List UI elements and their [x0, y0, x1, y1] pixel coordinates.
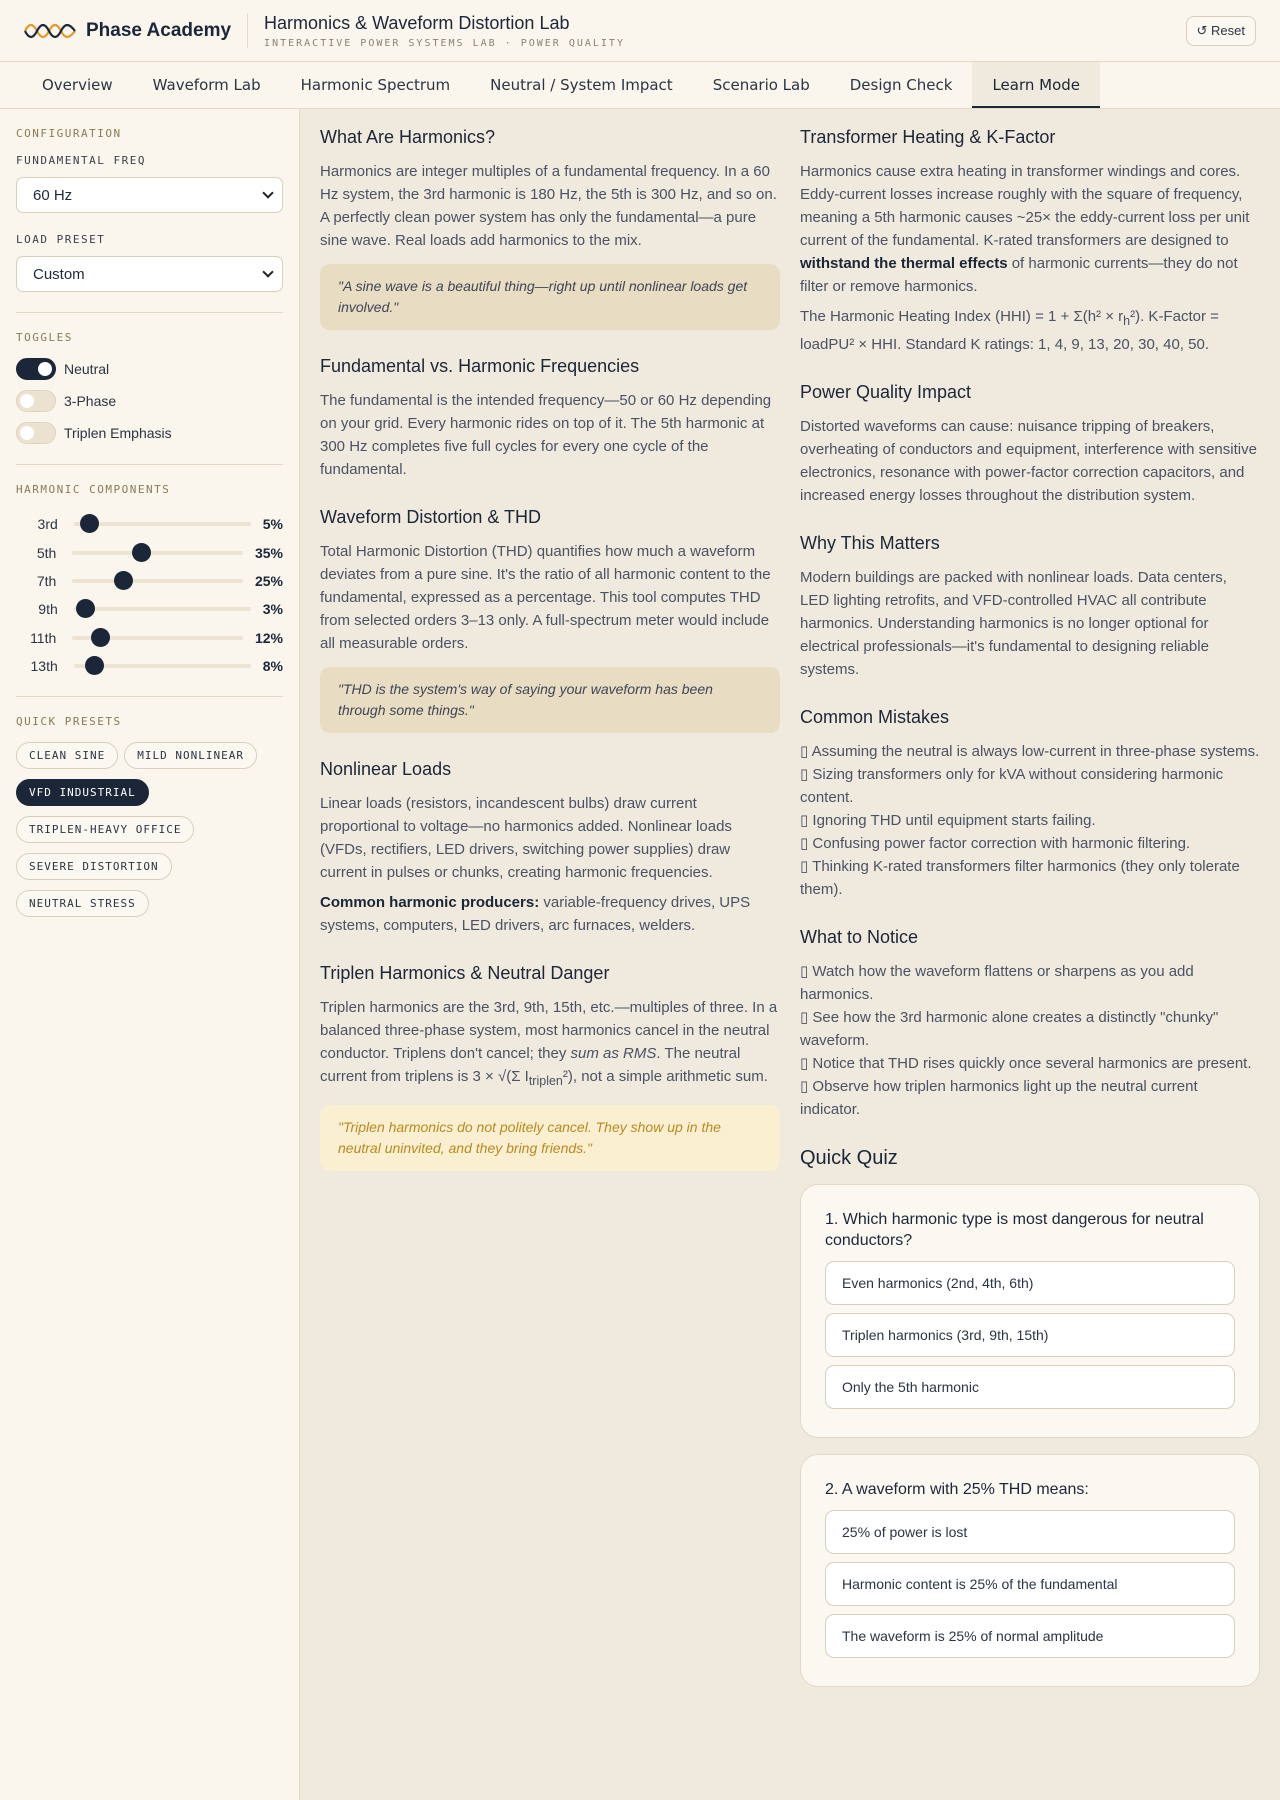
quick-presets	[16, 742, 284, 917]
reset-button[interactable]: ↺ Reset	[1186, 16, 1256, 46]
section-triplen	[320, 963, 780, 1171]
harmonic-sliders	[16, 510, 283, 680]
harmonic-slider[interactable]	[74, 664, 251, 668]
toggle-neutral[interactable]	[16, 358, 283, 380]
tab-harmonic-spectrum[interactable]: Harmonic Spectrum	[300, 76, 451, 94]
section-heading: Nonlinear Loads	[320, 759, 452, 779]
toggle-triplen-emphasis[interactable]	[16, 422, 283, 444]
slider-thumb[interactable]	[91, 628, 110, 647]
list-item: ▯ See how the 3rd harmonic alone creates a distinctly "chunky" waveform.	[800, 1009, 1219, 1049]
harmonic-row-5th	[16, 538, 283, 566]
harmonic-row-11th	[16, 624, 283, 652]
fundamental-freq-value: 60 Hz	[33, 186, 73, 204]
subscript: h	[1123, 314, 1131, 328]
harmonic-order-label: 13th	[30, 658, 58, 675]
section-body	[320, 996, 780, 1093]
quick-presets-label: QUICK PRESETS	[16, 715, 122, 729]
body-text: ²), not a simple arithmetic sum.	[562, 1068, 768, 1085]
body-text: ²). K-Factor = loadPU² × HHI. Standard K ratings: 1, 4, 9, 13, 20, 30, 40, 50.	[800, 308, 1219, 353]
preset-triplen-heavy-office[interactable]: TRIPLEN-HEAVY OFFICE	[16, 816, 194, 843]
section-body: Linear loads (resistors, incandescent bulbs) draw current proportional to voltage—no harmonics added. Nonlinear loads (VFDs, rectifiers, LED drivers, switching power supplies) draw current in pulses or chunks, creating harmonic frequencies.	[320, 795, 732, 881]
harmonic-row-3rd	[16, 510, 283, 538]
toggle-label: 3-Phase	[64, 393, 117, 409]
harmonic-row-7th	[16, 567, 283, 595]
slider-thumb[interactable]	[76, 599, 95, 618]
harmonic-value: 3%	[262, 601, 283, 618]
section-fundamental	[320, 356, 780, 481]
page-subtitle: INTERACTIVE POWER SYSTEMS LAB · POWER QUALITY	[264, 37, 625, 49]
toggles-label: TOGGLES	[16, 331, 73, 344]
harmonic-slider[interactable]	[74, 522, 251, 526]
body-text: . The neutral current from triplens is 3 × √(Σ I	[320, 1045, 741, 1085]
tab-scenario-lab[interactable]: Scenario Lab	[712, 76, 810, 94]
section-what-to-notice	[800, 927, 1260, 1121]
page-title: Harmonics & Waveform Distortion Lab	[264, 12, 570, 33]
section-heading: Why This Matters	[800, 533, 940, 553]
quiz-question: 1. Which harmonic type is most dangerous for neutral conductors?	[825, 1211, 1204, 1249]
quiz-option[interactable]: 25% of power is lost	[825, 1510, 1235, 1554]
brand-name: Phase Academy	[86, 19, 232, 41]
section-heading: Fundamental vs. Harmonic Frequencies	[320, 356, 640, 376]
fundamental-freq-label: FUNDAMENTAL FREQ	[16, 154, 146, 167]
subscript: triplen	[528, 1074, 563, 1088]
list-item: ▯ Ignoring THD until equipment starts failing.	[800, 812, 1096, 829]
list-item: ▯ Assuming the neutral is always low-current in three-phase systems.	[800, 743, 1260, 760]
section-heading: Triplen Harmonics & Neutral Danger	[320, 963, 610, 983]
section-heading: What Are Harmonics?	[320, 127, 496, 147]
section-body: Harmonics are integer multiples of a fundamental frequency. In a 60 Hz system, the 3rd harmonic is 180 Hz, the 5th is 300 Hz, and so on. A perfectly clean power system has only the fundamental—a pure sine wave. Real loads add harmonics to the mix.	[320, 163, 777, 249]
list-item: ▯ Confusing power factor correction with harmonic filtering.	[800, 835, 1191, 852]
section-thd	[320, 507, 780, 733]
formula-text	[800, 305, 1260, 356]
toggle-switch[interactable]	[16, 358, 56, 380]
harmonic-order-label: 3rd	[37, 516, 58, 533]
preset-clean-sine[interactable]: CLEAN SINE	[16, 742, 118, 769]
tab-design-check[interactable]: Design Check	[849, 76, 953, 94]
quiz-question: 2. A waveform with 25% THD means:	[825, 1481, 1089, 1498]
quiz-option[interactable]: Harmonic content is 25% of the fundamental	[825, 1562, 1235, 1606]
harmonic-slider[interactable]	[74, 607, 251, 611]
toggle-label: Triplen Emphasis	[64, 425, 172, 441]
producers-text: variable-frequency drives, UPS systems, computers, LED drivers, arc furnaces, welders.	[320, 894, 751, 934]
list-item: ▯ Observe how triplen harmonics light up the neutral current indicator.	[800, 1078, 1198, 1118]
tab-learn-mode[interactable]: Learn Mode	[972, 62, 1100, 108]
quiz-card	[800, 1184, 1260, 1438]
tab-neutral-system-impact[interactable]: Neutral / System Impact	[490, 76, 673, 94]
quote-callout-warning: "Triplen harmonics do not politely cancel. They show up in the neutral uninvited, and they bring friends."	[320, 1105, 780, 1171]
harmonic-value: 25%	[254, 572, 283, 589]
section-heading: Common Mistakes	[800, 707, 950, 727]
toggle-label: Neutral	[64, 361, 110, 377]
slider-thumb[interactable]	[114, 571, 133, 590]
list-item: ▯ Thinking K-rated transformers filter harmonics (they only tolerate them).	[800, 858, 1240, 898]
harmonic-value: 5%	[262, 516, 283, 533]
chevron-down-icon	[262, 187, 273, 198]
producers-line	[320, 891, 780, 937]
body-text: Harmonics cause extra heating in transformer windings and cores. Eddy-current losses increase roughly with the square of frequency, meaning a 5th harmonic causes ~25× the eddy-current loss per unit current of the fundamental. K-rated transformers are designed to	[800, 163, 1250, 249]
body-bold: withstand the thermal effects	[800, 255, 1008, 272]
harmonic-slider[interactable]	[72, 551, 243, 555]
section-quick-quiz	[800, 1147, 1260, 1687]
quote-callout: "A sine wave is a beautiful thing—right up until nonlinear loads get involved."	[320, 264, 780, 330]
sidebar	[0, 109, 300, 1800]
section-why-this-matters	[800, 533, 1260, 681]
section-body: Distorted waveforms can cause: nuisance tripping of breakers, overheating of conductors and equipment, interference with sensitive electronics, resonance with power-factor correction capacitors, and increased energy losses throughout the distribution system.	[800, 418, 1257, 504]
load-preset-label: LOAD PRESET	[16, 233, 106, 246]
harmonic-order-label: 5th	[36, 544, 57, 561]
harmonic-slider[interactable]	[72, 579, 243, 583]
body-text: The Harmonic Heating Index (HHI) = 1 + Σ(h² × r	[800, 308, 1124, 325]
section-body: Total Harmonic Distortion (THD) quantifies how much a waveform deviates from a pure sine. It's the ratio of all harmonic content to the fundamental, expressed as a percentage. This tool computes THD from selected orders 3–13 only. A full-spectrum meter would include all measurable orders.	[320, 543, 771, 652]
section-body: Modern buildings are packed with nonlinear loads. Data centers, LED lighting retrofits, and VFD-controlled HVAC all contribute harmonics. Understanding harmonics is no longer optional for electrical professionals—it's fundamental to designing reliable systems.	[800, 569, 1227, 678]
tab-waveform-lab[interactable]: Waveform Lab	[152, 76, 261, 94]
section-what-are-harmonics	[320, 127, 780, 330]
quiz-heading: Quick Quiz	[800, 1147, 898, 1169]
fundamental-freq-select[interactable]	[16, 177, 283, 213]
list-item: ▯ Watch how the waveform flattens or sharpens as you add harmonics.	[800, 963, 1194, 1003]
configuration-label: CONFIGURATION	[16, 127, 122, 140]
tab-overview[interactable]: Overview	[42, 76, 113, 94]
section-common-mistakes	[800, 707, 1260, 901]
section-heading: Power Quality Impact	[800, 382, 972, 402]
body-text: of harmonic currents—they do not filter or remove harmonics.	[800, 255, 1238, 295]
harmonic-value: 12%	[254, 629, 283, 646]
header-titles	[248, 13, 625, 49]
quiz-option[interactable]: The waveform is 25% of normal amplitude	[825, 1614, 1235, 1658]
toggle-switch[interactable]	[16, 422, 56, 444]
quiz-option[interactable]: Triplen harmonics (3rd, 9th, 15th)	[825, 1313, 1235, 1357]
harmonic-row-13th	[16, 652, 283, 680]
section-body: The fundamental is the intended frequency—50 or 60 Hz depending on your grid. Every harmonic rides on top of it. The 5th harmonic at 300 Hz completes five full cycles for every one cycle of the fundamental.	[320, 392, 772, 478]
load-preset-value: Custom	[33, 265, 85, 283]
harmonic-value: 35%	[254, 544, 283, 561]
load-preset-select[interactable]	[16, 256, 283, 292]
body-emphasis: sum as RMS	[570, 1045, 657, 1062]
section-nonlinear-loads	[320, 759, 780, 937]
preset-severe-distortion[interactable]: SEVERE DISTORTION	[16, 853, 172, 880]
preset-vfd-industrial[interactable]: VFD INDUSTRIAL	[16, 779, 149, 806]
app-header	[0, 0, 1280, 62]
chevron-down-icon	[262, 266, 273, 277]
section-transformer	[800, 127, 1260, 356]
quote-callout: "THD is the system's way of saying your waveform has been through some things."	[320, 667, 780, 733]
slider-thumb[interactable]	[85, 656, 104, 675]
content-column-left	[320, 127, 780, 1171]
harmonic-row-9th	[16, 595, 283, 623]
harmonic-order-label: 11th	[30, 629, 57, 646]
tab-bar	[0, 62, 1280, 109]
section-power-quality	[800, 382, 1260, 507]
content-column-right	[800, 127, 1260, 1687]
list-item: ▯ Sizing transformers only for kVA without considering harmonic content.	[800, 766, 1224, 806]
slider-thumb[interactable]	[132, 543, 151, 562]
toggle-3-phase[interactable]	[16, 390, 283, 412]
section-heading: What to Notice	[800, 927, 919, 947]
preset-mild-nonlinear[interactable]: MILD NONLINEAR	[124, 742, 257, 769]
section-heading: Waveform Distortion & THD	[320, 507, 542, 527]
quiz-option[interactable]: Even harmonics (2nd, 4th, 6th)	[825, 1261, 1235, 1305]
divider	[16, 464, 283, 465]
slider-thumb[interactable]	[80, 514, 99, 533]
producers-label: Common harmonic producers:	[320, 894, 540, 911]
harmonic-value: 8%	[262, 658, 283, 675]
waveform-logo-icon	[24, 22, 76, 40]
section-body	[800, 160, 1260, 298]
toggle-switch[interactable]	[16, 390, 56, 412]
quiz-option[interactable]: Only the 5th harmonic	[825, 1365, 1235, 1409]
preset-neutral-stress[interactable]: NEUTRAL STRESS	[16, 890, 149, 917]
section-heading: Transformer Heating & K-Factor	[800, 127, 1056, 147]
harmonic-order-label: 7th	[36, 572, 57, 589]
brand	[24, 14, 248, 48]
harmonic-components-label: HARMONIC COMPONENTS	[16, 483, 171, 496]
divider	[16, 696, 283, 697]
body-text: Triplen harmonics are the 3rd, 9th, 15th, etc.—multiples of three. In a balanced three-phase system, most harmonics cancel in the neutral conductor. Triplens don't cancel; they	[320, 999, 778, 1062]
divider	[16, 312, 283, 313]
list-item: ▯ Notice that THD rises quickly once several harmonics are present.	[800, 1055, 1252, 1072]
harmonic-slider[interactable]	[72, 636, 243, 640]
harmonic-order-label: 9th	[38, 601, 58, 618]
quiz-card	[800, 1454, 1260, 1687]
